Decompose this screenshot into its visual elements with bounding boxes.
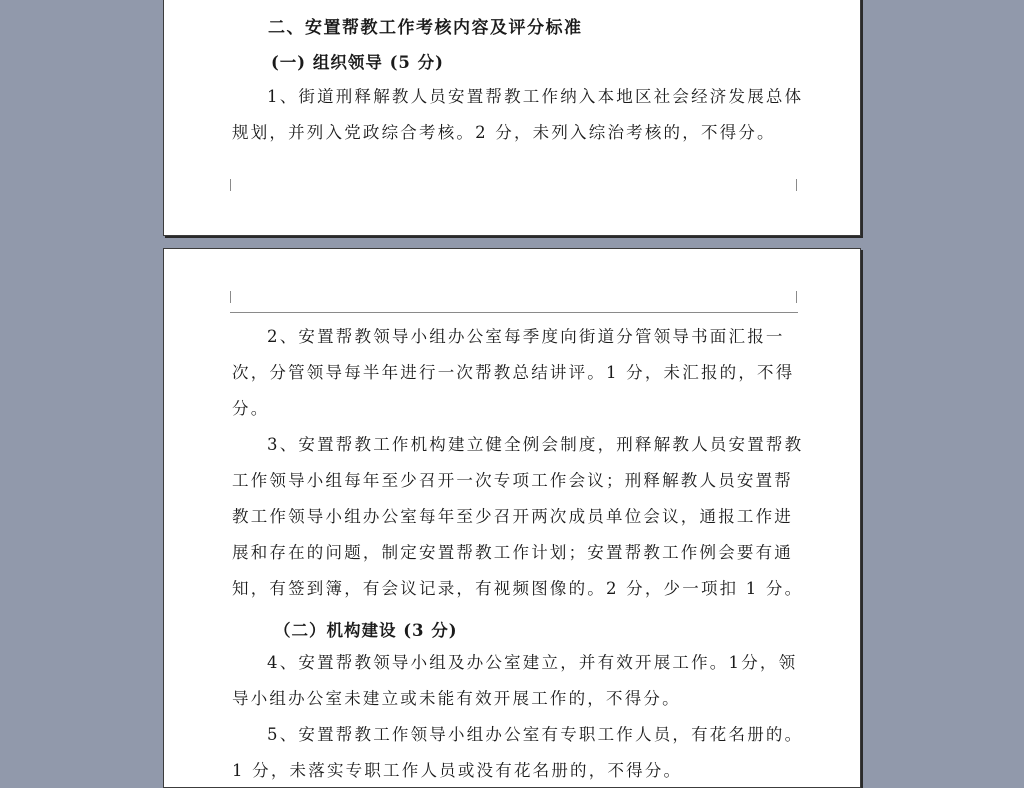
paragraph-3-line-2: 工作领导小组每年至少召开一次专项工作会议；刑释解教人员安置帮 [232, 471, 793, 490]
margin-corner-mark-right [796, 291, 797, 303]
paragraph-3-line-3: 教工作领导小组办公室每年至少召开两次成员单位会议，通报工作进 [232, 507, 793, 526]
sub-heading-institution: （二）机构建设 (3 分) [274, 621, 458, 640]
paragraph-4-line-2: 导小组办公室未建立或未能有效开展工作的，不得分。 [232, 689, 681, 708]
paragraph-3-line-1: 3、安置帮教工作机构建立健全例会制度，刑释解教人员安置帮教 [267, 435, 804, 454]
sub-heading-organization: (一) 组织领导 (5 分) [271, 53, 444, 72]
paragraph-2-line-1: 2、安置帮教领导小组办公室每季度向街道分管领导书面汇报一 [267, 327, 785, 346]
document-page-1 [163, 0, 861, 236]
section-heading: 二、安置帮教工作考核内容及评分标准 [268, 18, 583, 38]
paragraph-2-line-3: 分。 [232, 399, 270, 418]
margin-corner-mark-left [230, 179, 231, 191]
document-page-2 [163, 248, 861, 788]
paragraph-1-line-1: 1、街道刑释解教人员安置帮教工作纳入本地区社会经济发展总体 [267, 87, 804, 106]
header-rule [230, 312, 798, 313]
paragraph-5-line-1: 5、安置帮教工作领导小组办公室有专职工作人员，有花名册的。 [267, 725, 804, 744]
paragraph-3-line-5: 知，有签到簿，有会议记录，有视频图像的。2 分，少一项扣 1 分。 [232, 579, 804, 598]
paragraph-5-line-2: 1 分，未落实专职工作人员或没有花名册的，不得分。 [232, 761, 683, 780]
paragraph-3-line-4: 展和存在的问题，制定安置帮教工作计划；安置帮教工作例会要有通 [232, 543, 793, 562]
paragraph-2-line-2: 次，分管领导每半年进行一次帮教总结讲评。1 分，未汇报的，不得 [232, 363, 795, 382]
paragraph-4-line-1: 4、安置帮教领导小组及办公室建立，并有效开展工作。1分，领 [267, 653, 798, 672]
margin-corner-mark-left [230, 291, 231, 303]
margin-corner-mark-right [796, 179, 797, 191]
paragraph-1-line-2: 规划，并列入党政综合考核。2 分，未列入综治考核的，不得分。 [232, 123, 776, 142]
